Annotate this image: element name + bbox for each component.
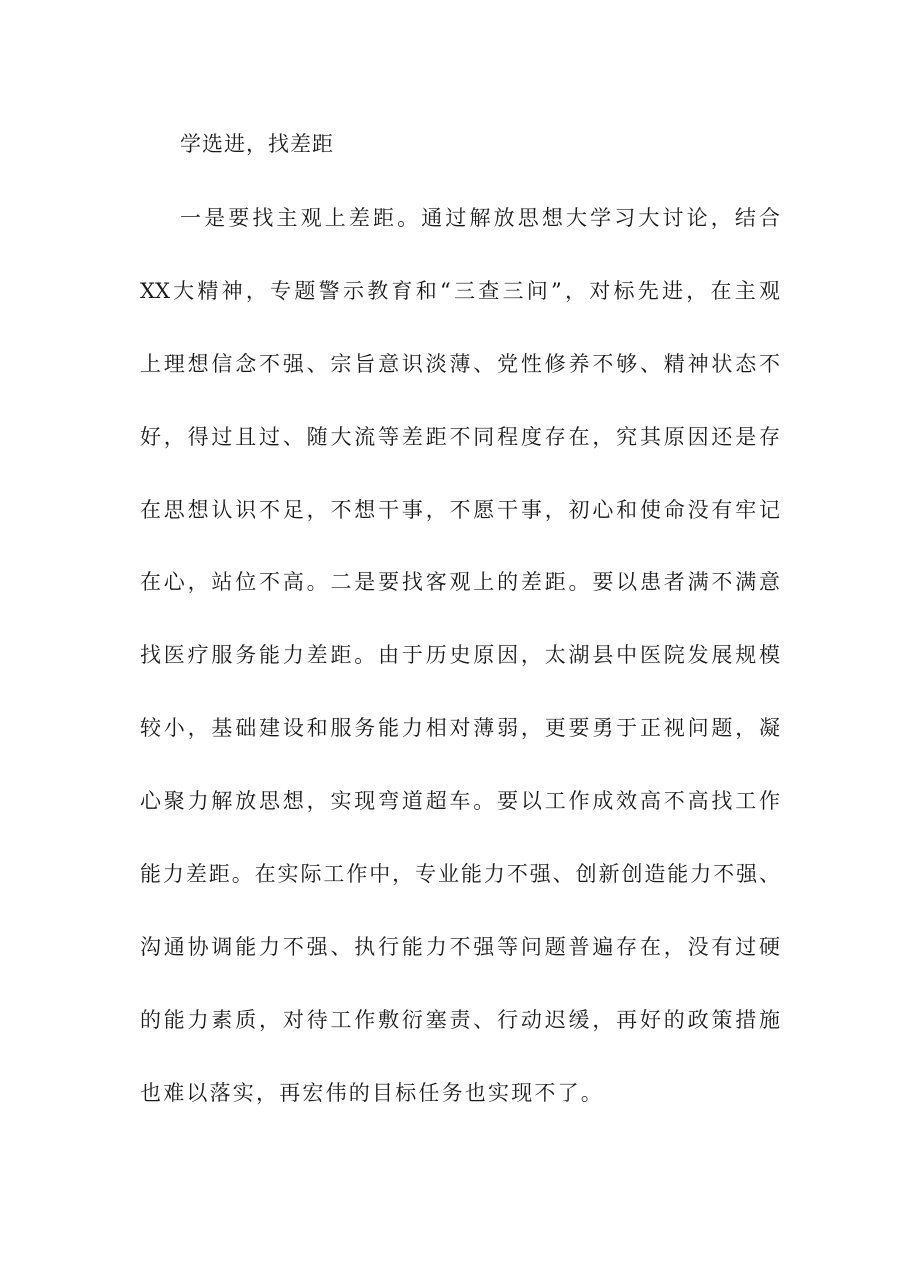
paragraph-line: 也难以落实，再宏伟的目标任务也实现不了。 — [140, 1080, 604, 1105]
paragraph-line: 在思想认识不足，不想干事，不愿干事，初心和使命没有牢记 — [140, 497, 780, 522]
paragraph-line: 心聚力解放思想，实现弯道超车。要以工作成效高不高找工作 — [140, 789, 780, 814]
section-heading: 学选进，找差距 — [180, 132, 334, 156]
paragraph-line: 找医疗服务能力差距。由于历史原因，太湖县中医院发展规模 — [140, 643, 780, 668]
paragraph-line: 一是要找主观上差距。通过解放思想大学习大讨论，结合 — [180, 206, 780, 230]
paragraph-line: XX大精神，专题警示教育和“三查三问”，对标先进，在主观 — [140, 278, 780, 303]
paragraph-line: 上理想信念不强、宗旨意识淡薄、党性修养不够、精神状态不 — [140, 351, 780, 376]
paragraph-line: 的能力素质，对待工作敷衍塞责、行动迟缓，再好的政策措施 — [140, 1007, 780, 1032]
paragraph-line: 在心，站位不高。二是要找客观上的差距。要以患者满不满意 — [140, 570, 780, 595]
paragraph-line: 好，得过且过、随大流等差距不同程度存在，究其原因还是存 — [140, 424, 780, 449]
paragraph-line: 沟通协调能力不强、执行能力不强等问题普遍存在，没有过硬 — [140, 934, 780, 959]
paragraph-line: 较小，基础建设和服务能力相对薄弱，更要勇于正视问题，凝 — [140, 716, 780, 741]
paragraph-line: 能力差距。在实际工作中，专业能力不强、创新创造能力不强、 — [140, 862, 780, 887]
body-paragraph — [140, 198, 780, 1146]
